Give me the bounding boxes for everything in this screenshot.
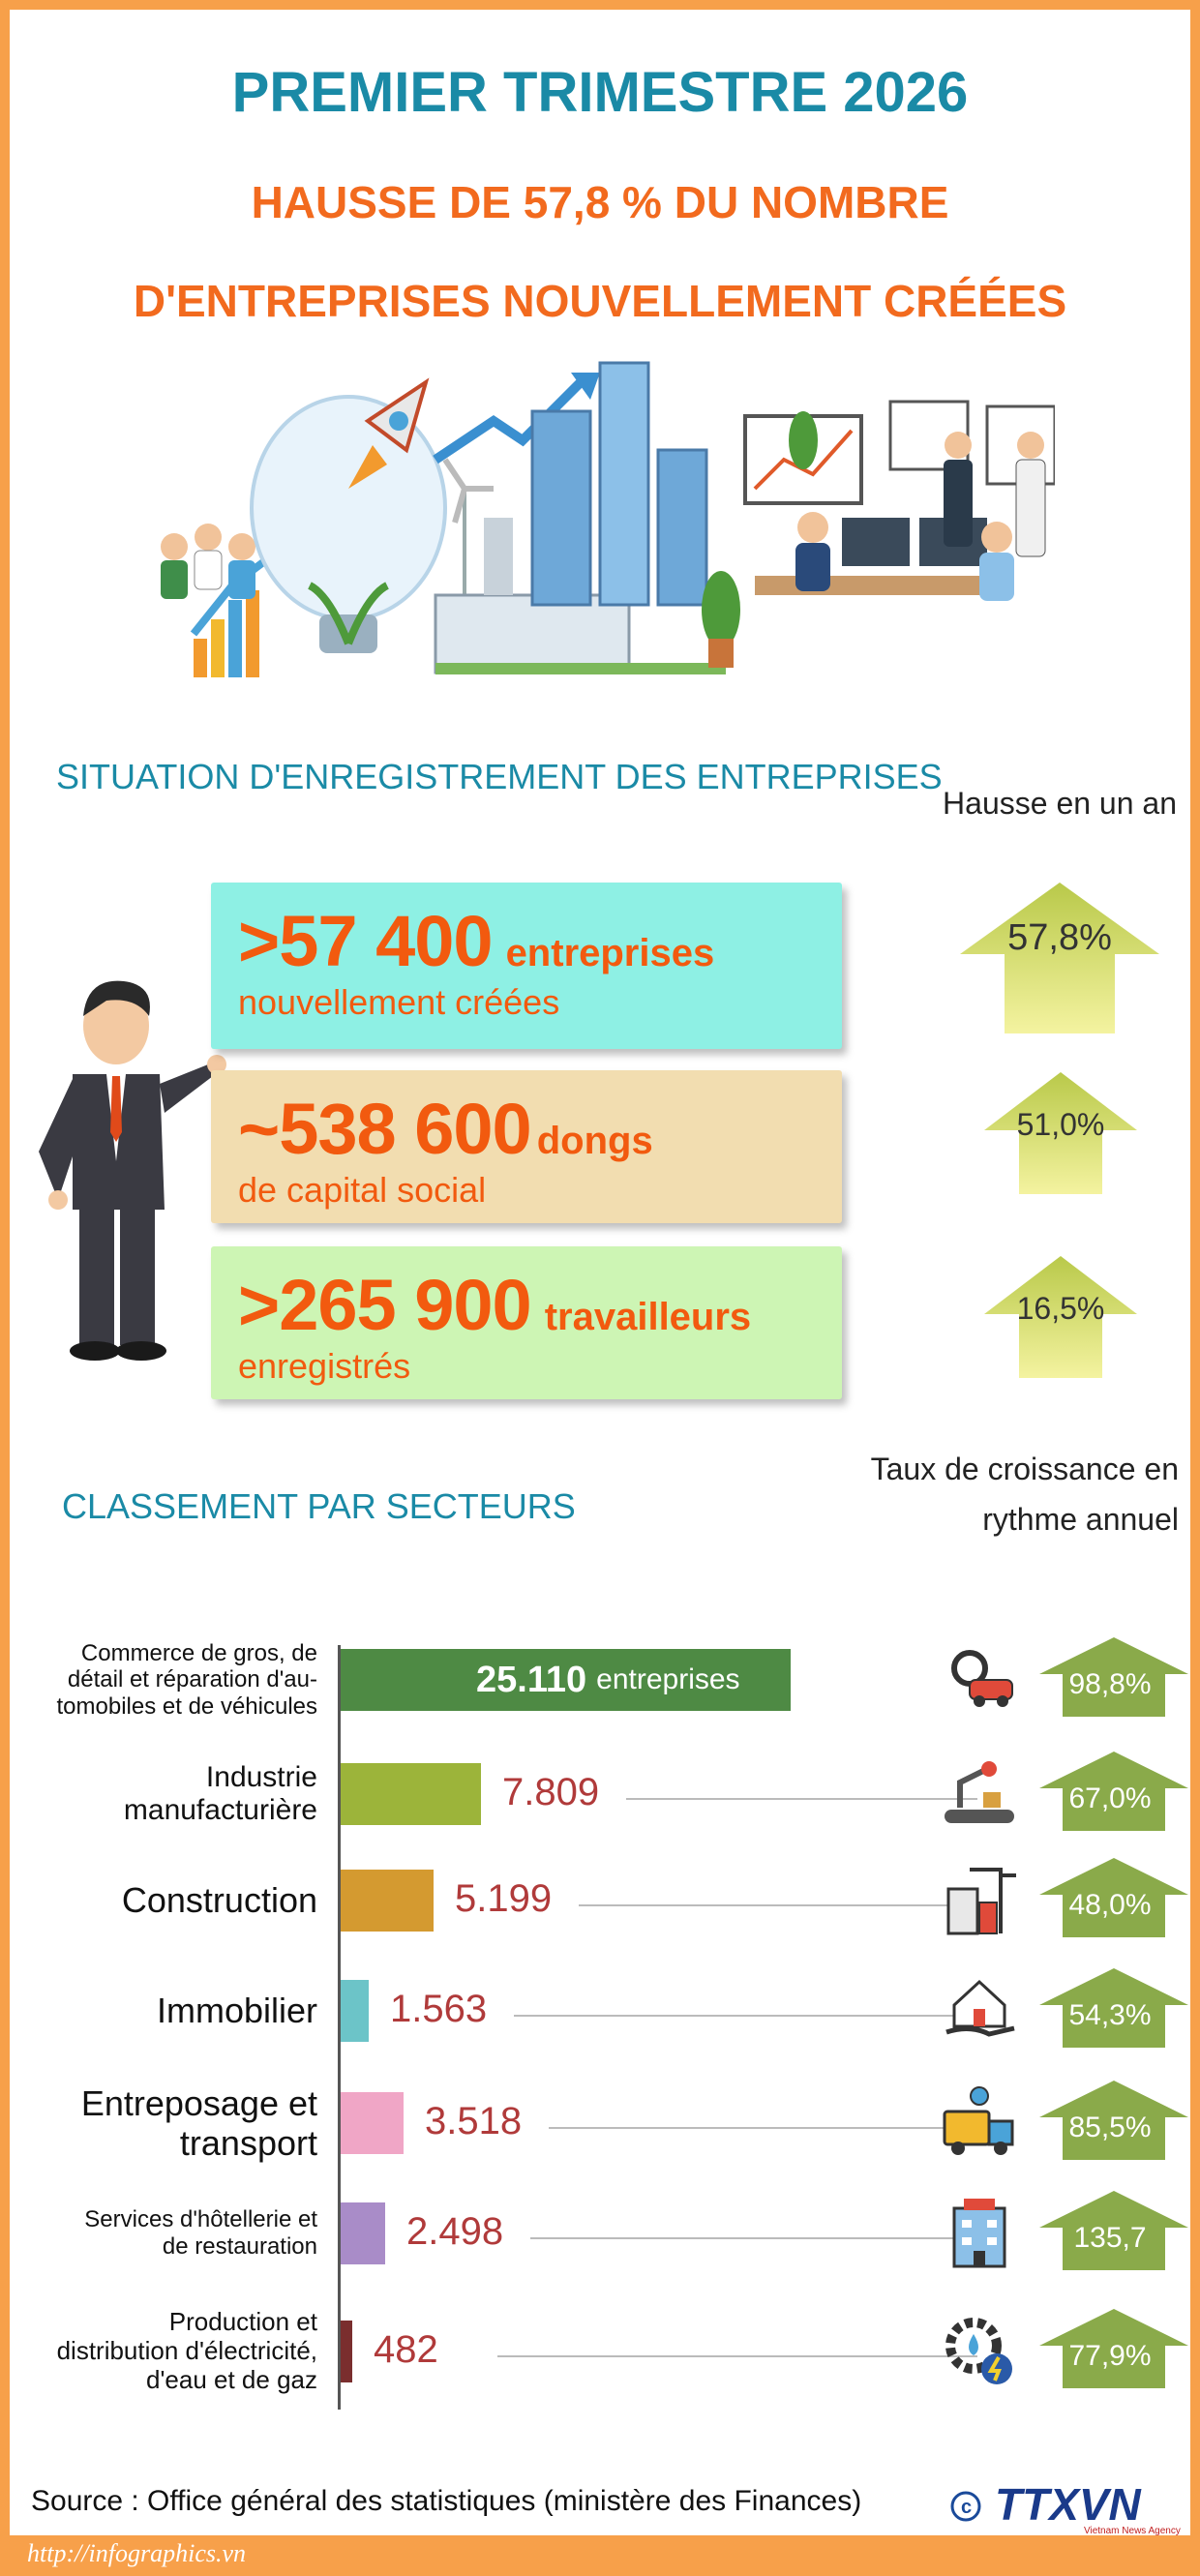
guide-line <box>514 2015 977 2017</box>
sector-growth-arrow <box>1037 2307 1190 2390</box>
footer-url[interactable]: http://infographics.vn <box>27 2539 247 2567</box>
sector-bar <box>341 1649 791 1711</box>
sector-growth-arrow <box>1037 1635 1190 1719</box>
svg-text:TTXVN: TTXVN <box>995 2479 1141 2530</box>
crane-building-icon <box>941 1860 1018 1937</box>
sector-label-line: Construction <box>121 1880 317 1921</box>
subtitle-line-2: D'ENTREPRISES NOUVELLEMENT CRÉÉES <box>133 276 1067 326</box>
delivery-truck-icon <box>941 2082 1018 2160</box>
sector-value: 3.518 <box>425 2100 523 2142</box>
sector-label-line: manufacturière <box>123 1794 317 1826</box>
sector-value: 25.110 <box>476 1659 587 1700</box>
stat-unit: dongs <box>536 1120 653 1162</box>
sector-bar <box>341 1980 369 2042</box>
registration-growth-label: Hausse en un an <box>943 786 1177 821</box>
sectors-growth-label-2: rythme annuel <box>982 1502 1179 1537</box>
sector-label-line: Industrie <box>205 1760 317 1793</box>
stat-value: >57 400 <box>238 901 493 981</box>
stat-value: >265 900 <box>238 1265 531 1345</box>
sector-label-line: d'eau et de gaz <box>146 2364 317 2394</box>
growth-value: 51,0% <box>1016 1107 1105 1142</box>
sector-growth-value: 98,8% <box>1068 1668 1152 1700</box>
sector-growth-arrow <box>1037 1966 1190 2050</box>
growth-value: 57,8% <box>1007 917 1112 958</box>
sector-label-line: Immobilier <box>156 1991 317 2031</box>
registration-section-title: SITUATION D'ENREGISTREMENT DES ENTREPRISES <box>56 757 943 796</box>
sector-value: 482 <box>374 2328 438 2371</box>
stat-description: de capital social <box>238 1170 487 1210</box>
stat-unit: entreprises <box>505 932 715 974</box>
stat-description: enregistrés <box>238 1346 411 1386</box>
sector-growth-value: 77,9% <box>1068 2340 1152 2372</box>
sector-growth-arrow <box>1037 2189 1190 2272</box>
sector-label-line: Commerce de gros, de <box>80 1639 317 1666</box>
sector-label-line: transport <box>179 2122 317 2163</box>
sector-label <box>0 1991 317 2030</box>
sector-value: 5.199 <box>455 1877 553 1920</box>
sector-label-line: tomobiles et de véhicules <box>56 1692 317 1720</box>
svg-text:Vietnam News Agency: Vietnam News Agency <box>1084 2526 1181 2535</box>
sector-label <box>0 2206 317 2260</box>
sector-label <box>0 2083 317 2164</box>
sector-value: 2.498 <box>406 2210 504 2253</box>
sector-growth-arrow <box>1037 1750 1190 1833</box>
sector-value: 1.563 <box>390 1988 488 2030</box>
business-illustration <box>145 353 1055 711</box>
sector-bar <box>341 1870 434 1932</box>
sector-growth-value: 48,0% <box>1068 1889 1152 1921</box>
guide-line <box>497 2355 977 2357</box>
growth-arrow-capital <box>982 1070 1139 1196</box>
sector-growth-value: 85,5% <box>1068 2112 1152 2143</box>
sector-label-line: détail et réparation d'au- <box>67 1666 317 1693</box>
businessman-figure <box>19 968 227 1364</box>
sector-label <box>0 1640 317 1721</box>
sector-label <box>0 2308 317 2395</box>
sector-unit: entreprises <box>596 1663 740 1695</box>
sector-growth-value: 135,7 <box>1073 2222 1147 2254</box>
sector-bar <box>341 2202 385 2264</box>
hotel-icon <box>941 2193 1018 2270</box>
sector-growth-arrow <box>1037 2079 1190 2162</box>
stat-card-capital <box>211 1070 842 1223</box>
sector-growth-value: 67,0% <box>1068 1782 1152 1814</box>
growth-arrow-workers <box>982 1254 1139 1380</box>
source-note: Source : Office général des statistiques (ministère des Finances) <box>31 2485 862 2517</box>
stat-description: nouvellement créées <box>238 982 560 1022</box>
factory-robot-icon <box>941 1753 1018 1831</box>
guide-line <box>530 2237 977 2239</box>
sector-bar <box>341 2321 352 2382</box>
sectors-growth-label-1: Taux de croissance en <box>870 1452 1179 1486</box>
sector-label-line: Services d'hôtellerie et <box>84 2206 317 2233</box>
sector-label-line: de restauration <box>162 2232 317 2260</box>
stat-card-workers <box>211 1246 842 1399</box>
sector-label <box>0 1880 317 1920</box>
stat-value: ~538 600 <box>238 1089 531 1169</box>
sector-label-line: distribution d'électricité, <box>56 2336 317 2366</box>
growth-arrow-new-businesses <box>958 881 1161 1035</box>
stat-card-new-businesses <box>211 883 842 1049</box>
subtitle-line-1: HAUSSE DE 57,8 % DU NOMBRE <box>251 177 949 227</box>
energy-gear-icon <box>941 2311 1018 2388</box>
stat-unit: travailleurs <box>544 1296 752 1338</box>
car-repair-icon <box>941 1639 1018 1717</box>
sector-label <box>0 1761 317 1828</box>
sector-growth-arrow <box>1037 1856 1190 1939</box>
sector-label-line: Production et <box>168 2307 317 2337</box>
house-hand-icon <box>941 1970 1018 2048</box>
guide-line <box>579 1904 977 1906</box>
ttxvn-logo <box>948 2477 1181 2535</box>
sector-bar <box>341 2092 404 2154</box>
guide-line <box>626 1798 977 1800</box>
page-title: PREMIER TRIMESTRE 2026 <box>231 61 969 124</box>
sector-value: 7.809 <box>502 1771 600 1813</box>
sector-bar <box>341 1763 481 1825</box>
guide-line <box>549 2127 977 2129</box>
sector-label-line: Entreposage et <box>80 2082 317 2123</box>
growth-value: 16,5% <box>1016 1291 1105 1326</box>
svg-text:c: c <box>961 2497 973 2518</box>
sectors-section-title: CLASSEMENT PAR SECTEURS <box>62 1486 576 1526</box>
sector-growth-value: 54,3% <box>1068 1999 1152 2031</box>
